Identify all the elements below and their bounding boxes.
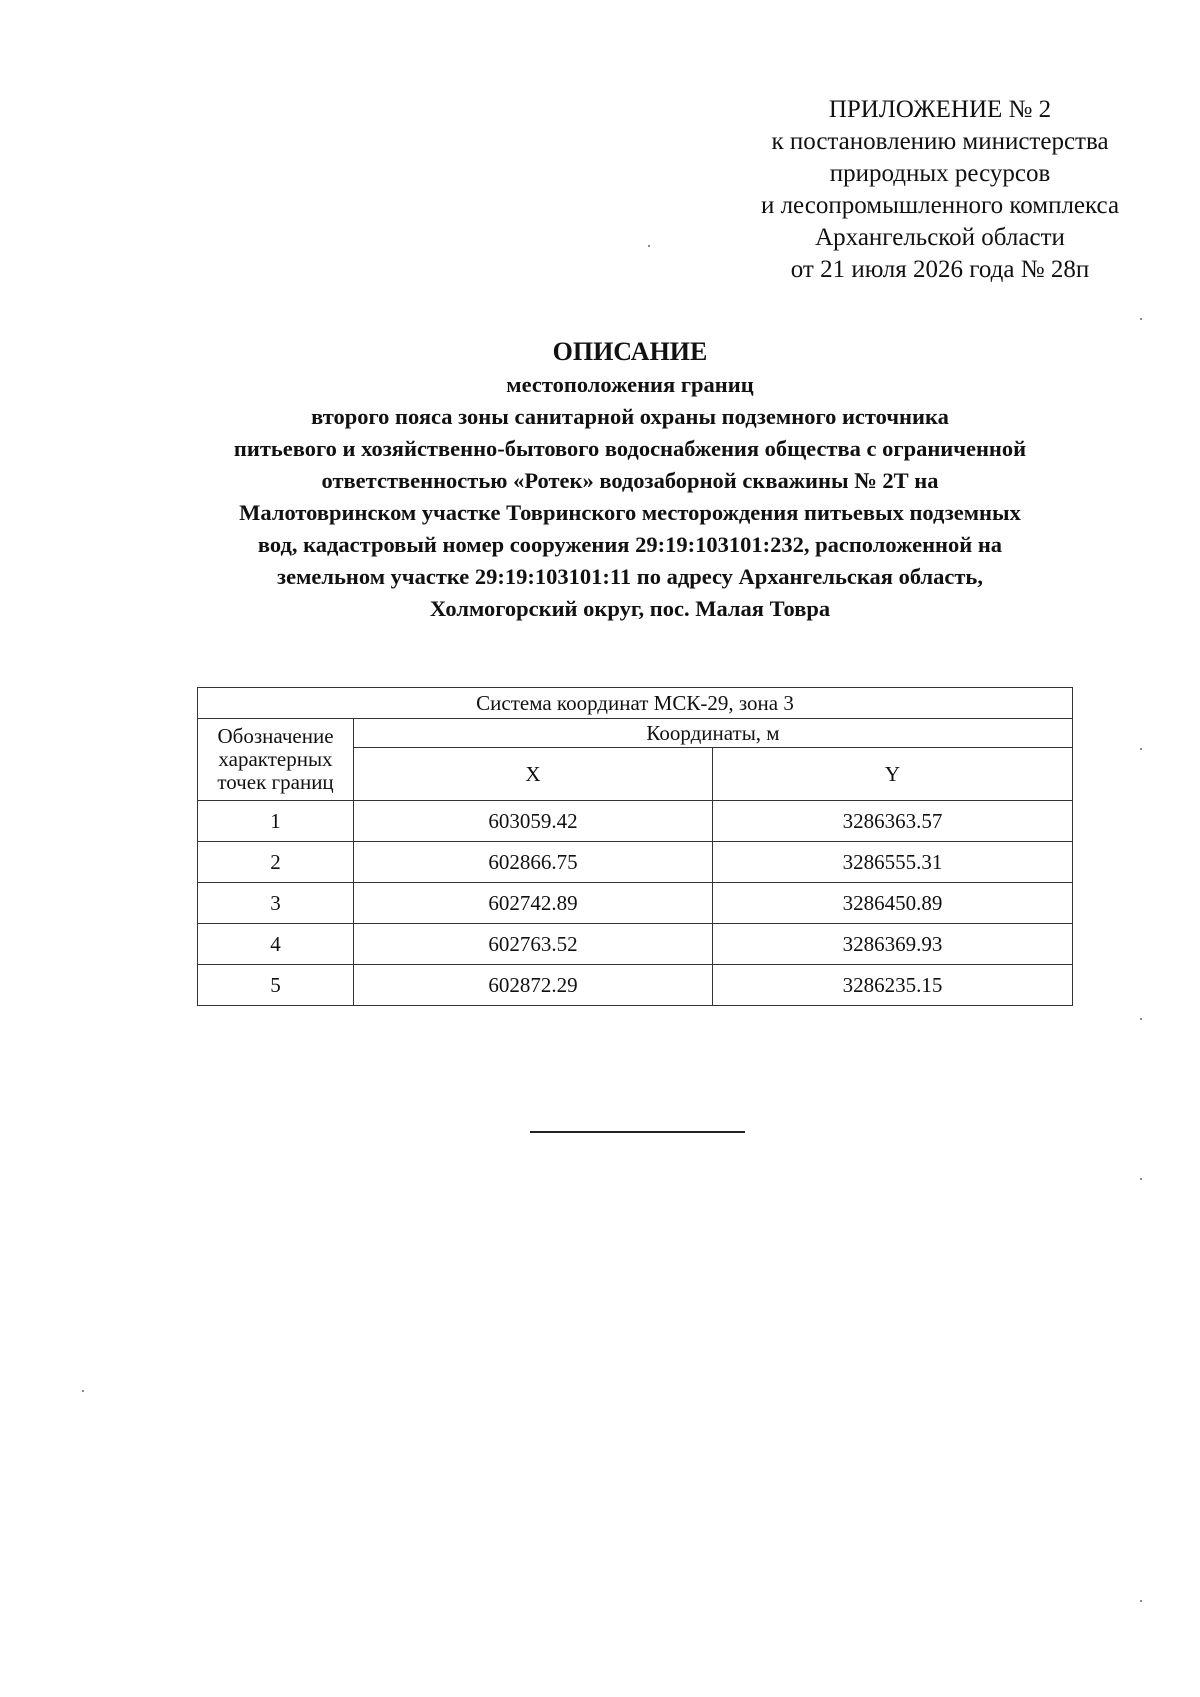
annex-number: ПРИЛОЖЕНИЕ № 2 [828, 96, 1052, 123]
subtitle-line: земельном участке 29:19:103101:11 по адресу Архангельская область, [277, 564, 983, 589]
document-heading [60, 335, 1200, 625]
point-number: 1 [198, 801, 354, 842]
coordinates-header: Координаты, м [354, 719, 1073, 748]
annex-line: к постановлению министерства [771, 128, 1109, 155]
point-number: 3 [198, 883, 354, 924]
table-row [198, 924, 1073, 965]
y-coordinate: 3286555.31 [713, 842, 1073, 883]
annex-header [720, 94, 1160, 286]
coordinate-system-caption: Система координат МСК-29, зона 3 [198, 688, 1073, 719]
point-number: 2 [198, 842, 354, 883]
x-coordinate: 603059.42 [354, 801, 713, 842]
document-title: ОПИСАНИЕ [552, 337, 708, 366]
table-row [198, 883, 1073, 924]
y-column-header: Y [713, 748, 1073, 801]
y-coordinate: 3286363.57 [713, 801, 1073, 842]
table-row [198, 842, 1073, 883]
x-coordinate: 602866.75 [354, 842, 713, 883]
annex-line: природных ресурсов [829, 160, 1051, 187]
x-coordinate: 602872.29 [354, 965, 713, 1006]
annex-line: и лесопромышленного комплекса [760, 192, 1120, 219]
point-number: 4 [198, 924, 354, 965]
x-coordinate: 602763.52 [354, 924, 713, 965]
subtitle-line: Малотовринском участке Товринского месторождения питьевых подземных [239, 500, 1021, 525]
coordinates-table [197, 687, 1073, 1006]
point-designation-header: Обозначение характерных точек границ [198, 719, 354, 801]
table-row [198, 965, 1073, 1006]
scan-speck [648, 245, 650, 247]
scan-speck [1140, 1178, 1142, 1180]
subtitle-line: Холмогорский округ, пос. Малая Товра [429, 596, 831, 621]
subtitle-line: второго пояса зоны санитарной охраны подземного источника [311, 404, 949, 429]
y-coordinate: 3286235.15 [713, 965, 1073, 1006]
scan-speck [1140, 318, 1142, 320]
subtitle-line: вод, кадастровый номер сооружения 29:19:103101:232, расположенной на [257, 532, 1003, 557]
scan-speck [82, 1390, 84, 1392]
table-row [198, 801, 1073, 842]
subtitle-line: ответственностью «Ротек» водозаборной скважины № 2Т на [321, 468, 939, 493]
scan-speck [1140, 748, 1142, 750]
x-coordinate: 602742.89 [354, 883, 713, 924]
document-subtitle [60, 369, 1200, 625]
point-number: 5 [198, 965, 354, 1006]
scan-speck [1140, 1600, 1142, 1602]
subtitle-line: местоположения границ [506, 372, 754, 397]
annex-date: от 21 июля 2026 года № 28п [790, 256, 1090, 283]
scan-speck [1140, 1018, 1142, 1020]
end-of-document-rule [530, 1131, 745, 1133]
y-coordinate: 3286369.93 [713, 924, 1073, 965]
annex-line: Архангельской области [815, 224, 1065, 251]
y-coordinate: 3286450.89 [713, 883, 1073, 924]
subtitle-line: питьевого и хозяйственно-бытового водоснабжения общества с ограниченной [233, 436, 1027, 461]
x-column-header: X [354, 748, 713, 801]
